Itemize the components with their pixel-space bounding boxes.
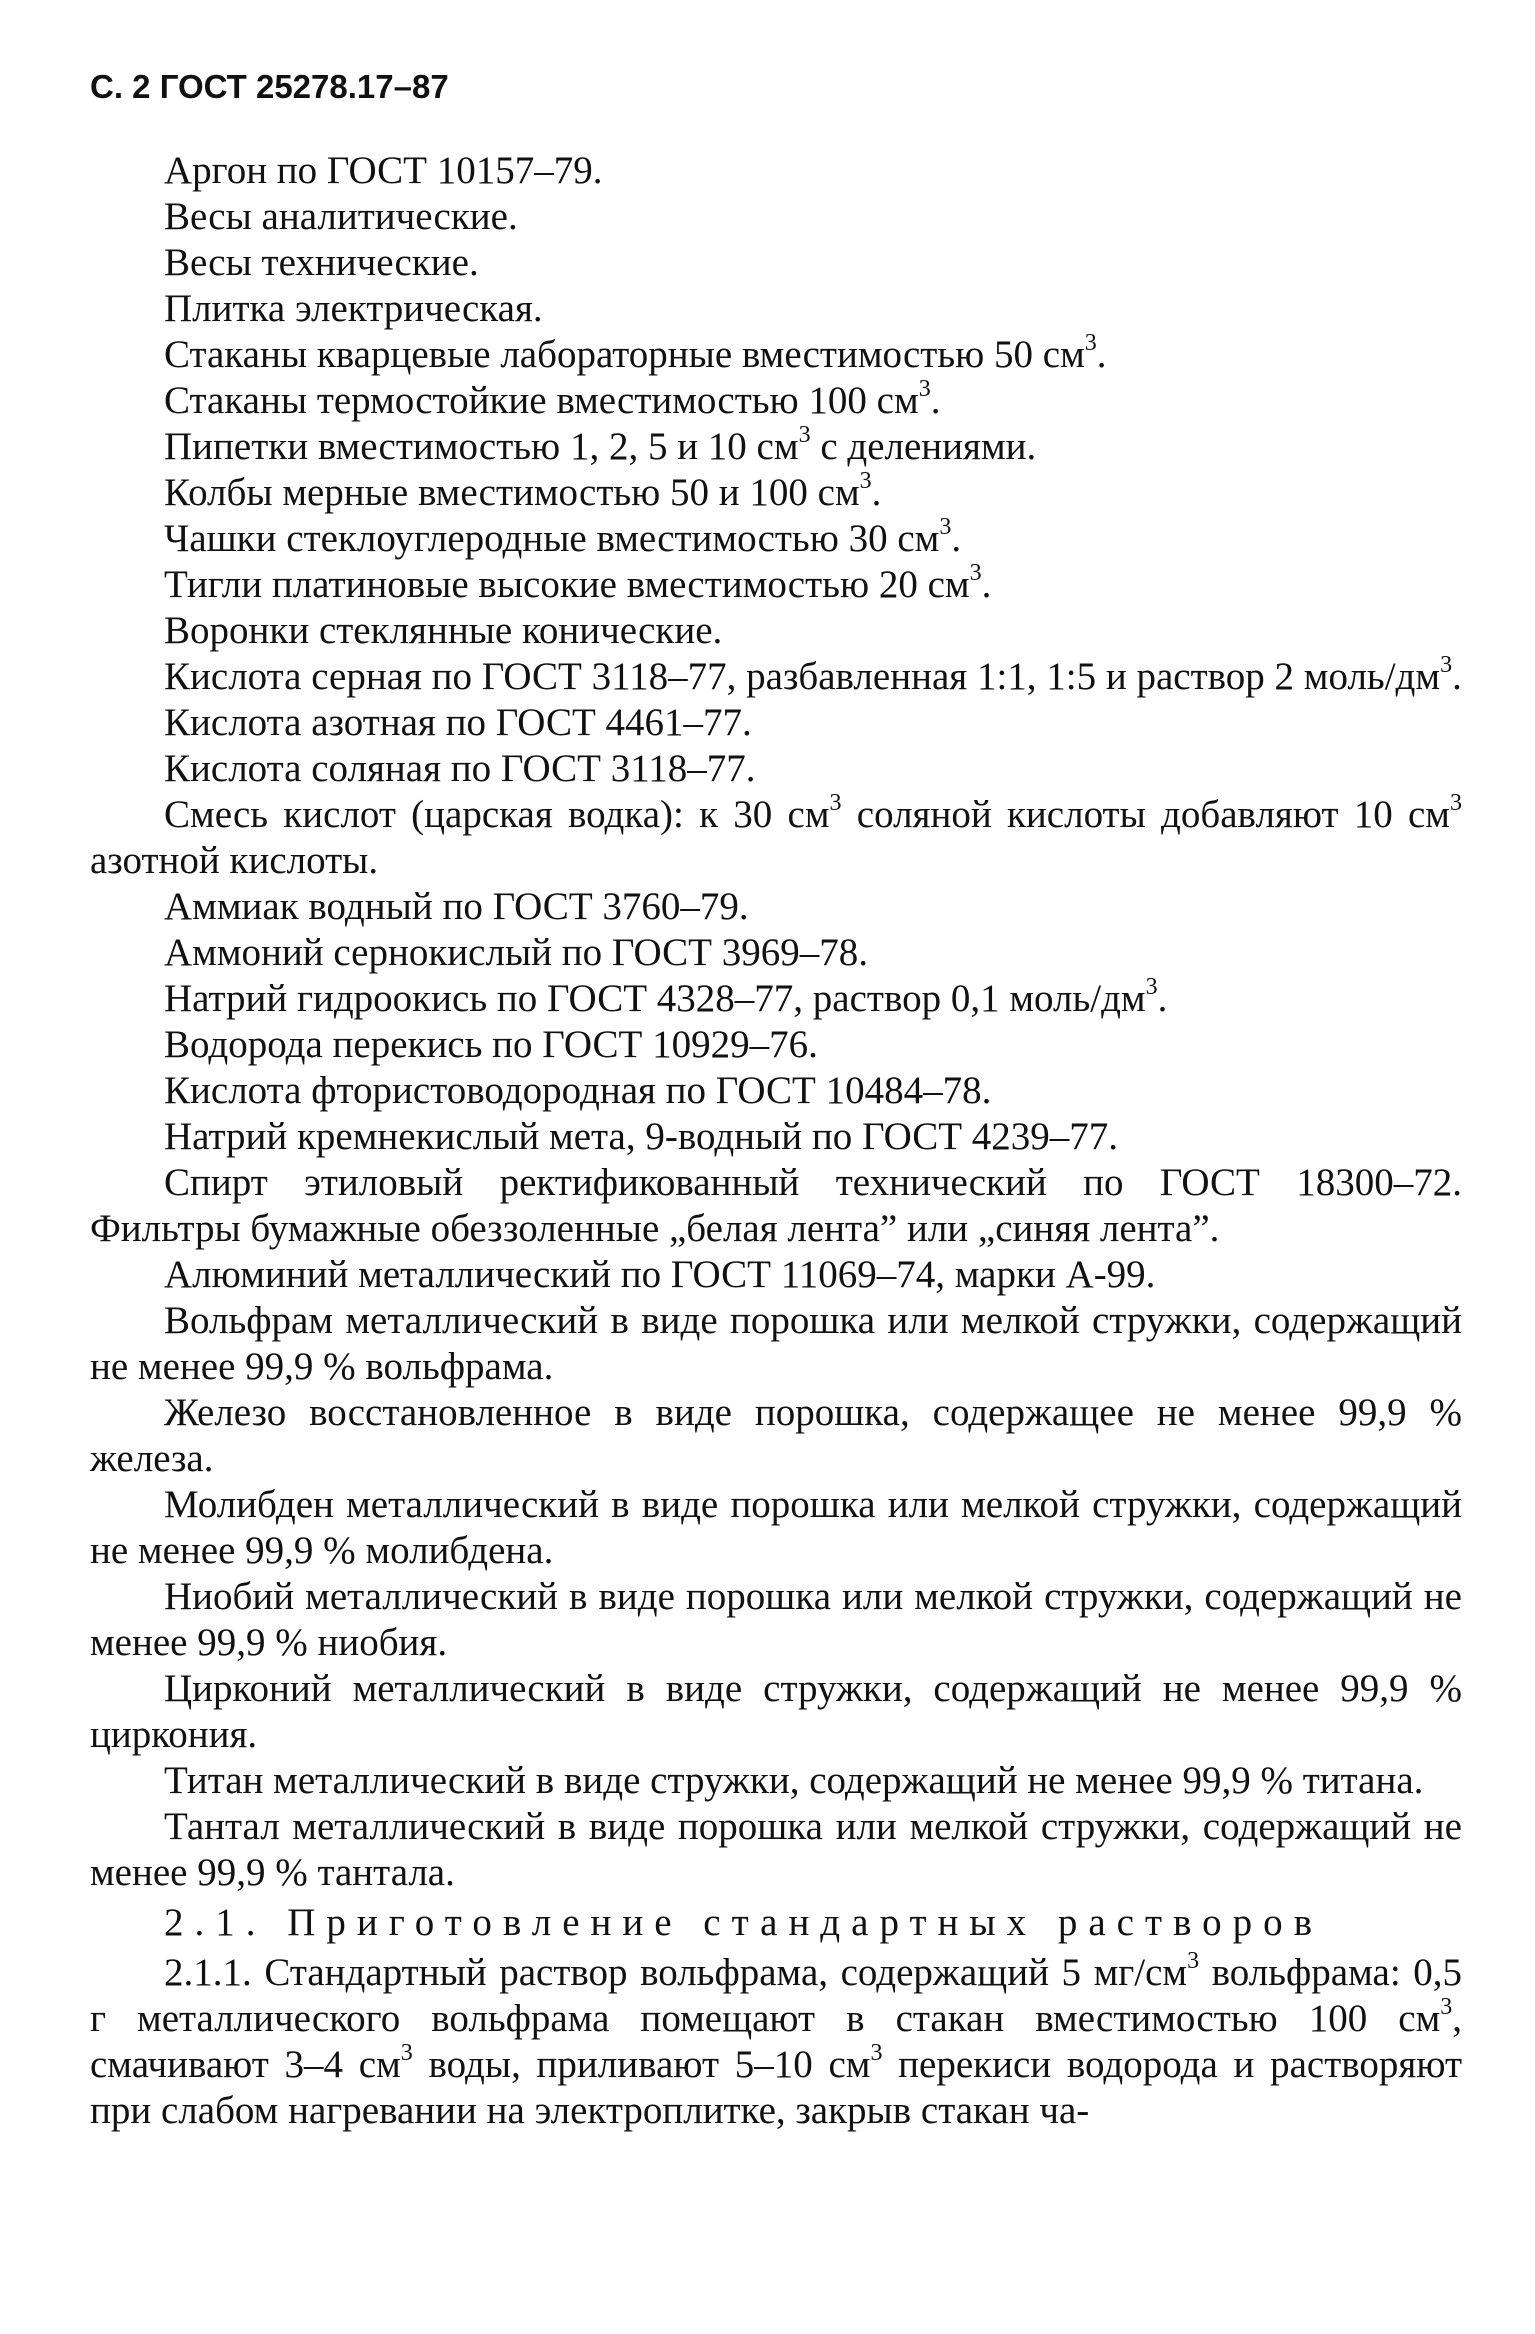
list-item-sulfuric-acid: Кислота серная по ГОСТ 3118–77, разбавленная 1:1, 1:5 и раствор 2 моль/$дм^3$. [164, 652, 1462, 698]
list-item: Чашки стеклоуглеродные вместимостью 30 $см^3$. [164, 514, 962, 560]
list-item-aluminium: Алюминий металлический по ГОСТ 11069–74, марки А-99. [164, 1253, 1156, 1296]
list-item-metal: Вольфрам металлический в виде порошка или мелкой стружки, содержащий не менее 99,9 % вольфрама. [90, 1299, 1462, 1388]
list-item: Аммоний сернокислый по ГОСТ 3969–78. [164, 931, 868, 974]
list-item-acid-mix: Смесь кислот (царская водка): к 30 $см^3$ соляной кислоты добавляют 10 $см^3$ азотной кислоты. [90, 790, 1462, 882]
list-item: Стаканы кварцевые лабораторные вместимостью 50 $см^3$. [164, 330, 1107, 376]
list-item: Стаканы термостойкие вместимостью 100 $см^3$. [164, 376, 941, 422]
list-item: Кислота фтористоводородная по ГОСТ 10484–78. [164, 1069, 992, 1112]
list-item: Тигли платиновые высокие вместимостью 20 $см^3$. [164, 560, 992, 606]
list-item: Аргон по ГОСТ 10157–79. [164, 149, 603, 192]
list-item: Натрий гидроокись по ГОСТ 4328–77, раствор 0,1 моль/$дм^3$. [164, 974, 1168, 1020]
list-item: Кислота азотная по ГОСТ 4461–77. [164, 701, 752, 744]
list-item-metal: Железо восстановленное в виде порошка, содержащее не менее 99,9 % железа. [90, 1391, 1462, 1480]
page-header: С. 2 ГОСТ 25278.17–87 [90, 68, 449, 105]
list-item-filters: Фильтры бумажные обеззоленные „белая лента” или „синяя лента”. [90, 1207, 1220, 1250]
list-item-alcohol: Спирт этиловый ректификованный технический по ГОСТ 18300–72. [164, 1161, 1462, 1204]
list-item: Водорода перекись по ГОСТ 10929–76. [164, 1023, 818, 1066]
list-item-metal: Тантал металлический в виде порошка или мелкой стружки, содержащий не менее 99,9 % тантала. [90, 1805, 1462, 1894]
list-item: Аммиак водный по ГОСТ 3760–79. [164, 885, 749, 928]
list-item-metal: Молибден металлический в виде порошка или мелкой стружки, содержащий не менее 99,9 % молибдена. [90, 1483, 1462, 1572]
list-item-metal: Цирконий металлический в виде стружки, содержащий не менее 99,9 % циркония. [90, 1667, 1462, 1756]
list-item: Пипетки вместимостью 1, 2, 5 и 10 $см^3$ с делениями. [164, 422, 1037, 468]
list-item: Воронки стеклянные конические. [164, 609, 723, 652]
document-body [90, 148, 1462, 2134]
list-item-metal: Ниобий металлический в виде порошка или мелкой стружки, содержащий не менее 99,9 % ниобия. [90, 1575, 1462, 1664]
list-item: Весы аналитические. [164, 195, 518, 238]
list-item: Кислота соляная по ГОСТ 3118–77. [164, 747, 756, 790]
list-item-metal: Титан металлический в виде стружки, содержащий не менее 99,9 % титана. [164, 1759, 1424, 1802]
list-item: Весы технические. [164, 241, 479, 284]
list-item: Колбы мерные вместимостью 50 и 100 $см^3$. [164, 468, 882, 514]
list-item: Плитка электрическая. [164, 287, 543, 330]
paragraph-standard-solution: 2.1.1. Стандартный раствор вольфрама, содержащий 5 $мг/см^3$ вольфрама: 0,5 г металлического вольфрама помещают в стакан вместимостью 100 $см^3$, смачивают 3–4 $см^3$ воды, приливают 5–10 $см^3$ перекиси водорода и растворяют при слабом нагревании на электроплитке, закрыв стакан ча- [90, 1948, 1462, 2132]
list-item: Натрий кремнекислый мета, 9-водный по ГОСТ 4239–77. [164, 1115, 1119, 1158]
section-heading: 2.1. Приготовление стандартных растворов [164, 1901, 1324, 1944]
